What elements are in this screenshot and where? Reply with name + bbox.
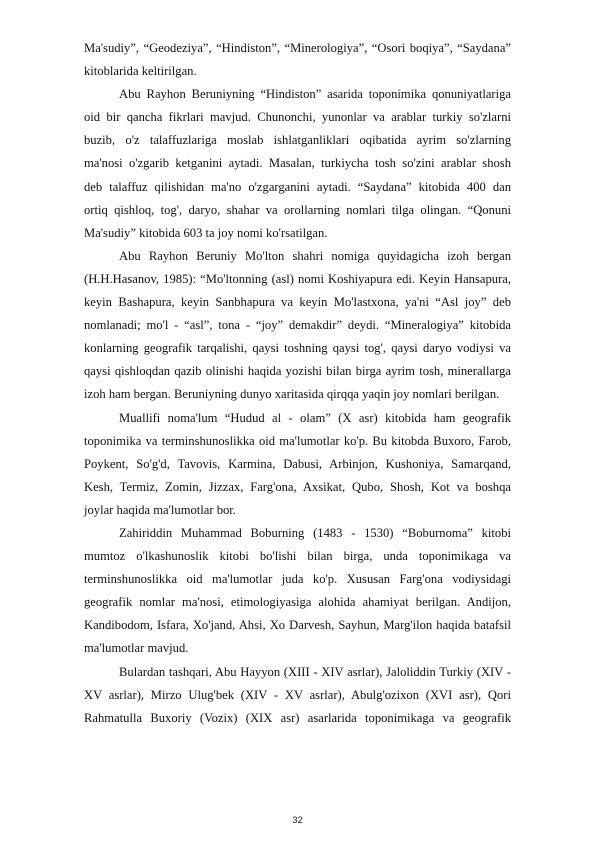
text-line: deb talaffuz qilishidan ma'no o'zgarganini aytadi. “Saydana” kitobida 400 dan bbox=[84, 179, 511, 194]
text-line: Kesh, Termiz, Zomin, Jizzax, Farg'ona, Axsikat, Qubo, Shosh, Kot va boshqa bbox=[84, 479, 511, 494]
page-number: 32 bbox=[292, 815, 303, 826]
text-line: ortiq qishloq, tog', daryo, shahar va orollarning nomlari tilga olingan. “Qonuni bbox=[84, 202, 511, 217]
text-line: ma'lumotlar mavjud. bbox=[84, 641, 189, 656]
text-line: ma'nosi o'zgarib ketganini aytadi. Masalan, turkiycha tosh so'zini arablar shosh bbox=[84, 156, 511, 171]
text-line: (H.H.Hasanov, 1985): “Mo'ltonning (asl) nomi Koshiyapura edi. Keyin Hansapura, bbox=[84, 271, 511, 286]
text-line: Kandibodom, Isfara, Xo'jand, Ahsi, Xo Darvesh, Sayhun, Marg'ilon haqida batafsil bbox=[84, 618, 511, 633]
text-line: Abu Rayhon Beruniyning “Hindiston” asarida toponimika qonuniyatlariga bbox=[119, 87, 511, 102]
text-line: qaysi qishloqdan qazib olinishi haqida yozishi bilan birga ayrim tosh, minerallarga bbox=[84, 364, 511, 379]
document-page bbox=[84, 37, 511, 730]
text-line: oid bir qancha fikrlari mavjud. Chunonchi, yunonlar va arablar turkiy so'zlarni bbox=[84, 110, 511, 125]
text-line: Ma'sudiy”, “Geodeziya”, “Hindiston”, “Minerologiya”, “Osori boqiya”, “Saydana” bbox=[84, 41, 511, 55]
text-line: toponimika va terminshunoslikka oid ma'lumotlar ko'p. Bu kitobda Buxoro, Farob, bbox=[84, 433, 511, 448]
text-line: kitoblarida keltirilgan. bbox=[84, 64, 197, 79]
text-line: izoh ham bergan. Beruniyning dunyo xaritasida qirqqa yaqin joy nomlari berilgan. bbox=[84, 387, 500, 402]
text-line: Rahmatulla Buxoriy (Vozix) (XIX asr) asarlarida toponimikaga va geografik bbox=[84, 710, 511, 725]
text-line: Abu Rayhon Beruniy Mo'lton shahri nomiga quyidagicha izoh bergan bbox=[119, 248, 511, 263]
paragraph bbox=[84, 407, 511, 522]
text-line: mumtoz o'lkashunoslik kitobi bo'lishi bilan birga, unda toponimikaga va bbox=[84, 549, 511, 564]
text-line: buzib, o'z talaffuzlariga moslab ishlatganliklari oqibatida ayrim so'zlarning bbox=[84, 133, 511, 148]
text-line: nomlanadi; mo'l - “asl”, tona - “joy” demakdir” deydi. “Mineralogiya” kitobida bbox=[84, 318, 511, 333]
text-line: Bulardan tashqari, Abu Hayyon (XIII - XIV asrlar), Jaloliddin Turkiy (XIV - bbox=[119, 664, 511, 679]
paragraph bbox=[84, 522, 511, 661]
paragraph bbox=[84, 661, 511, 730]
document-body bbox=[84, 37, 511, 730]
text-line: terminshunoslikka oid ma'lumotlar juda ko'p. Xususan Farg'ona vodiysidagi bbox=[84, 572, 511, 587]
text-line: keyin Bashapura, keyin Sanbhapura va keyin Mo'lastxona, ya'ni “Asl joy” deb bbox=[84, 295, 511, 310]
paragraph bbox=[84, 37, 511, 83]
text-line: joylar haqida ma'lumotlar bor. bbox=[84, 502, 236, 517]
text-line: XV asrlar), Mirzo Ulug'bek (XIV - XV asrlar), Abulg'ozixon (XVI asr), Qori bbox=[84, 687, 511, 702]
text-line: geografik nomlar ma'nosi, etimologiyasiga alohida ahamiyat berilgan. Andijon, bbox=[84, 595, 511, 610]
paragraph bbox=[84, 83, 511, 245]
paragraph bbox=[84, 245, 511, 407]
text-line: Ma'sudiy” kitobida 603 ta joy nomi ko'rsatilgan. bbox=[84, 225, 328, 240]
text-line: Poykent, So'g'd, Tavovis, Karmina, Dabusi, Arbinjon, Kushoniya, Samarqand, bbox=[84, 456, 511, 471]
text-line: Zahiriddin Muhammad Boburning (1483 - 1530) “Boburnoma” kitobi bbox=[119, 525, 511, 540]
text-line: konlarning geografik tarqalishi, qaysi toshning qaysi tog', qaysi daryo vodiysi va bbox=[84, 341, 511, 356]
text-line: Muallifi noma'lum “Hudud al - olam” (X asr) kitobida ham geografik bbox=[119, 410, 511, 425]
